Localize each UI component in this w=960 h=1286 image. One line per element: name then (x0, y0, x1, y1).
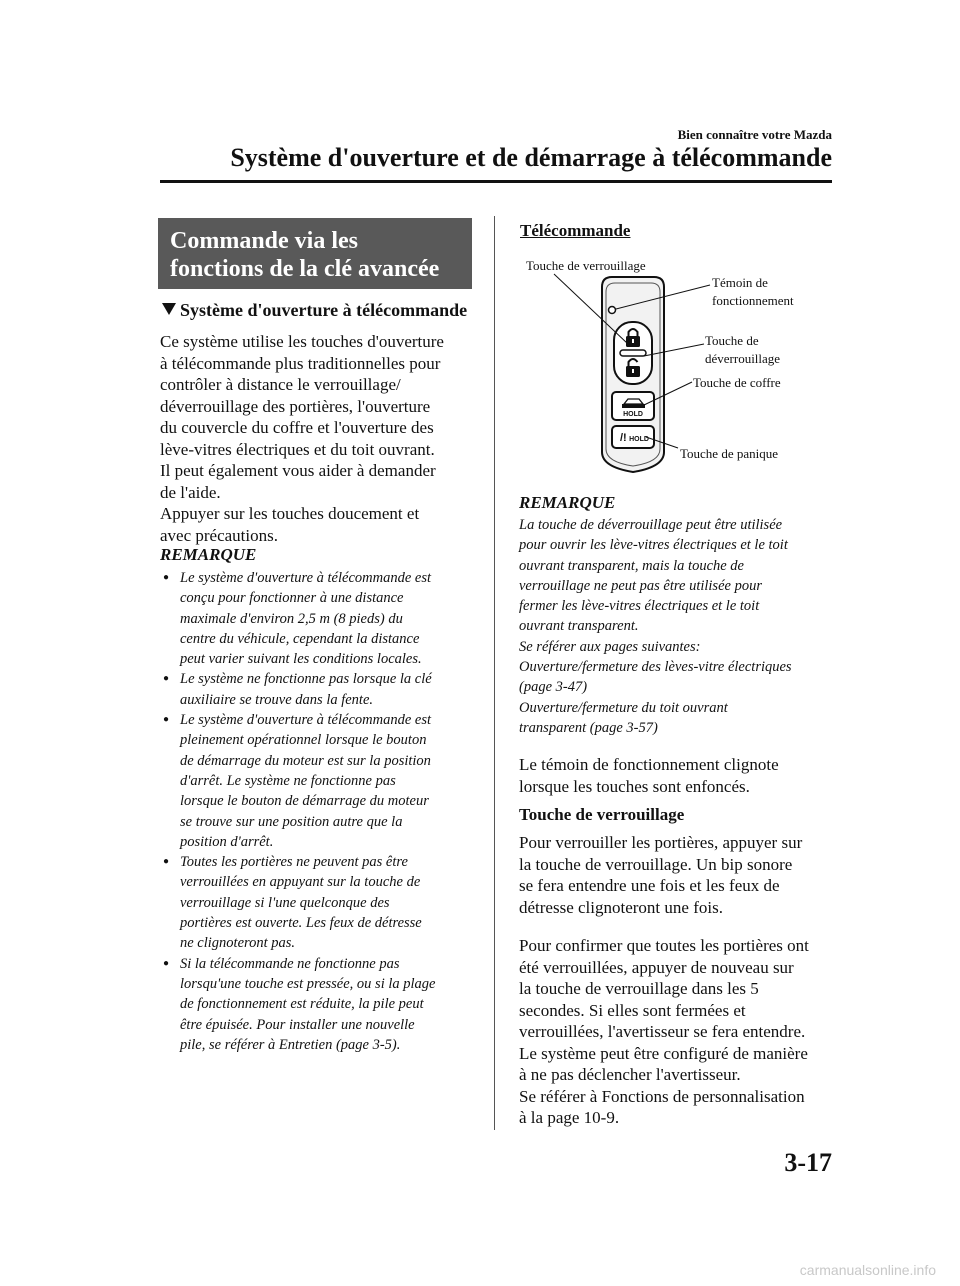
text-line: se fera entendre une fois et les feux de (519, 876, 780, 895)
callout-lock: Touche de verrouillage (526, 258, 646, 273)
list-item (160, 852, 490, 953)
text-line: du couvercle du coffre et l'ouverture des (160, 418, 434, 437)
text-line: se trouve sur une position autre que la (180, 813, 403, 830)
text-line: pour ouvrir les lève-vitres électriques et le toit (519, 537, 788, 554)
text-line: la touche de verrouillage. Un bip sonore (519, 854, 793, 874)
text-line: Témoin de (712, 275, 768, 290)
text-line: La touche de déverrouillage peut être utilisée (519, 517, 783, 533)
text-line: la touche de verrouillage dans les 5 (519, 979, 759, 998)
callout-unlock (705, 332, 780, 368)
triangle-down-icon (162, 303, 176, 315)
subheading-text: Système d'ouverture à télécommande (180, 300, 468, 320)
text-line: ● Le système ne fonctionne pas lorsque la clé (180, 671, 432, 688)
text-line: Pour confirmer que toutes les portières ont (519, 936, 809, 955)
text-line: verrouillées en appuyant sur la touche de (180, 874, 421, 891)
callout-panic: Touche de panique (680, 446, 778, 461)
section-title-line1: Commande via les (170, 228, 358, 254)
text-line: de démarrage du moteur est sur la position (180, 752, 431, 769)
text-line: maximale d'environ 2,5 m (8 pieds) du (180, 610, 403, 627)
text-line: auxiliaire se trouve dans la fente. (180, 691, 374, 708)
text-line: transparent (page 3-57) (519, 719, 658, 736)
text-line: déverrouillage des portières, l'ouverture (160, 396, 431, 416)
text-line: (page 3-47) (519, 679, 588, 696)
page-number: 3-17 (784, 1148, 832, 1177)
list-item (160, 568, 490, 669)
callout-indicator (712, 274, 794, 310)
callout-trunk: Touche de coffre (693, 375, 781, 390)
header-rule (160, 180, 832, 183)
header-section-label: Bien connaître votre Mazda (677, 127, 832, 142)
list-item (160, 669, 490, 710)
text-line: déverrouillage (705, 351, 781, 366)
text-line: centre du véhicule, cependant la distance (180, 630, 420, 647)
text-line: verrouillage ne peut pas être utilisée pour (519, 577, 762, 594)
text-line: Ouverture/fermeture des lèves-vitre électriques (519, 659, 792, 676)
text-line: de fonctionnement est réduite, la pile peut (180, 996, 424, 1013)
list-item (160, 954, 490, 1055)
text-line: lorsqu'une touche est pressée, ou si la plage (180, 975, 436, 992)
text-line: verrouillées, l'avertisseur se fera entendre. (519, 1022, 806, 1041)
text-line: contrôler à distance le verrouillage/ (160, 375, 401, 394)
text-line: ne clignoteront pas. (180, 935, 296, 952)
text-line: ouvrant transparent, mais la touche de (519, 557, 744, 574)
indicator-paragraph (519, 754, 839, 797)
text-line: lève-vitres électriques et du toit ouvrant. (160, 439, 435, 459)
remarque-text-right (519, 515, 839, 738)
text-line: détresse clignoteront une fois. (519, 897, 723, 917)
text-line: conçu pour fonctionner à une distance (180, 590, 404, 607)
text-line: Le témoin de fonctionnement clignote (519, 755, 779, 774)
remarque-title-right: REMARQUE (519, 493, 616, 512)
text-line: être épuisée. Pour installer une nouvelle (180, 1016, 415, 1033)
column-divider (494, 216, 495, 1130)
text-line: à ne pas déclencher l'avertisseur. (519, 1065, 741, 1084)
text-line: Il peut également vous aider à demander (160, 461, 436, 480)
text-line: avec précautions. (160, 525, 278, 545)
text-line: Ce système utilise les touches d'ouverture (160, 332, 444, 351)
text-line: ouvrant transparent. (519, 618, 639, 635)
text-line: Se référer aux pages suivantes: (519, 638, 701, 655)
text-line: fonctionnement (712, 293, 794, 308)
text-line: position d'arrêt. (180, 833, 274, 850)
text-line: pleinement opérationnel lorsque le bouton (180, 732, 427, 749)
text-line: lorsque le bouton de démarrage du moteur (180, 793, 429, 810)
text-line: à télécommande plus traditionnelles pour (160, 353, 441, 373)
lock-paragraph-1 (519, 832, 839, 918)
text-line: Ouverture/fermeture du toit ouvrant (519, 699, 728, 716)
text-line: Appuyer sur les touches doucement et (160, 504, 420, 523)
text-line: lorsque les touches sont enfoncés. (519, 776, 750, 796)
text-line: été verrouillées, appuyer de nouveau sur (519, 957, 794, 977)
text-line: d'arrêt. Le système ne fonctionne pas (180, 772, 396, 789)
lock-heading: Touche de verrouillage (519, 805, 685, 824)
panic-icon: /! (620, 432, 627, 444)
watermark: carmanualsonline.info (799, 1262, 936, 1278)
text-line: à la page 10-9. (519, 1108, 620, 1127)
text-line: ● Le système d'ouverture à télécommande est (180, 570, 432, 586)
text-line: peut varier suivant les conditions locales. (180, 651, 422, 668)
text-line: Le système peut être configuré de manière (519, 1043, 808, 1063)
text-line: de l'aide. (160, 482, 221, 502)
trunk-button-text: HOLD (623, 411, 643, 418)
text-line: ● Si la télécommande ne fonctionne pas (180, 955, 400, 972)
section-title-line2: fonctions de la clé avancée (170, 256, 440, 282)
page-title: Système d'ouverture et de démarrage à télécommande (230, 143, 832, 172)
lock-paragraph-2 (519, 935, 839, 1129)
text-line: ● Toutes les portières ne peuvent pas être (180, 854, 408, 871)
text-line: portières est ouverte. Les feux de détresse (180, 915, 422, 932)
text-line: pile, se référer à Entretien (page 3-5). (180, 1036, 401, 1053)
text-line: ● Le système d'ouverture à télécommande est (180, 712, 432, 729)
text-line: fermer les lève-vitres électriques et le toit (519, 598, 760, 615)
text-line: Pour verrouiller les portières, appuyer sur (519, 833, 803, 852)
intro-paragraph (160, 331, 490, 546)
text-line: Se référer à Fonctions de personnalisation (519, 1086, 805, 1106)
remarque-list-left (160, 568, 490, 1055)
panic-button-text: HOLD (629, 436, 649, 443)
text-line: secondes. Si elles sont fermées et (519, 1000, 746, 1020)
text-line: Touche de (705, 333, 759, 348)
list-item (160, 710, 490, 852)
indicator-light (609, 307, 616, 314)
text-line: verrouillage si l'une quelconque des (180, 894, 390, 911)
figure-title: Télécommande (520, 221, 631, 240)
subheading (162, 300, 467, 321)
remarque-title-left: REMARQUE (160, 545, 257, 564)
section-title-box (158, 218, 472, 289)
